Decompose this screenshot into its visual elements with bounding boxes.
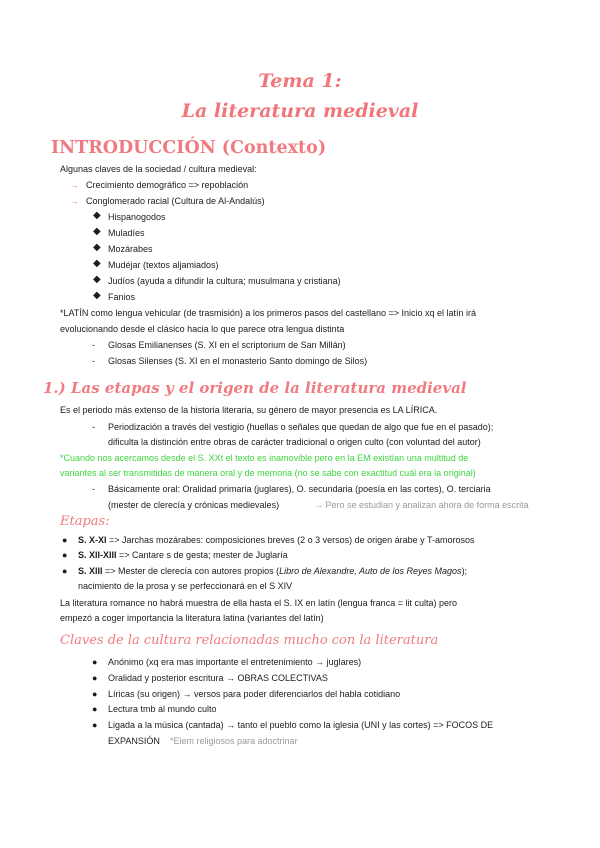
bullet-dot-icon: ● xyxy=(62,535,68,545)
clave-item: Anónimo (xq era mas importante el entretenimiento → juglares) xyxy=(108,657,362,667)
glosa-item: Glosas Silenses (S. XI en el monasterio Santo domingo de Silos) xyxy=(108,356,368,366)
title-line-2: La literatura medieval xyxy=(181,100,419,122)
periodization-line-2: dificulta la distinción entre obras de carácter tradicional o origen culto (con voluntad del autor) xyxy=(108,437,481,447)
clave-item-last-line-1: Ligada a la música (cantada) → tanto el pueblo como la iglesia (UNI y las cortes) => FOCOS DE xyxy=(108,720,494,730)
arrow-icon: → xyxy=(70,180,79,190)
dash-bullet: - xyxy=(92,422,95,432)
intro-arrow-item: Conglomerado racial (Cultura de Al-Andalús) xyxy=(86,196,265,206)
romance-note-line-1: La literatura romance no habrá muestra de ella hasta el S. IX en latín (lengua franca = lit culta) pero xyxy=(60,598,457,608)
clave-item-last-line-2: EXPANSIÓN xyxy=(108,736,160,746)
claves-heading: Claves de la cultura relacionadas mucho con la literatura xyxy=(60,633,439,648)
intro-heading: INTRODUCCIÓN (Contexto) xyxy=(51,138,327,158)
diamond-bullet-icon: ◆ xyxy=(93,258,101,269)
latin-note-line-2: evolucionando desde el clásico hacia lo que parece otra lengua distinta xyxy=(60,324,345,334)
etapa-item-line-2: nacimiento de la prosa y se perfeccionará en el S XIV xyxy=(78,581,293,591)
diamond-bullet-icon: ◆ xyxy=(93,242,101,253)
orality-line-2: (mester de clerecía y crónicas medievales) xyxy=(108,500,280,510)
group-item: Mozárabes xyxy=(108,244,153,254)
orality-line-1: Básicamente oral: Oralidad primaria (juglares), O. secundaria (poesía en las cortes), O. terciaria xyxy=(108,484,491,494)
bullet-dot-icon: ● xyxy=(92,657,98,667)
bullet-dot-icon: ● xyxy=(92,673,98,683)
dash-bullet: - xyxy=(92,484,95,494)
etapa-item: S. XII-XIII => Cantare s de gesta; mester de Juglaría xyxy=(78,550,288,560)
etapa-item: S. X-XI => Jarchas mozárabes: composiciones breves (2 o 3 versos) de origen árabe y T-amorosos xyxy=(78,535,475,545)
intro-lead: Algunas claves de la sociedad / cultura medieval: xyxy=(60,164,257,174)
title-line-1: Tema 1: xyxy=(258,70,342,92)
bullet-dot-icon: ● xyxy=(92,720,98,730)
group-item: Judíos (ayuda a difundir la cultura; musulmana y cristiana) xyxy=(108,276,341,286)
group-item: Mudéjar (textos aljamiados) xyxy=(108,260,219,270)
section1-lead: Es el periodo más extenso de la historia literaria, su género de mayor presencia es LA LÍRICA. xyxy=(60,405,438,415)
glosa-item: Glosas Emilianenses (S. XI en el scriptorium de San Millán) xyxy=(108,340,346,350)
clave-item: Lectura tmb al mundo culto xyxy=(108,704,217,714)
etapas-heading: Etapas: xyxy=(60,514,110,529)
latin-note-line-1: *LATÍN como lengua vehicular (de trasmisión) a los primeros pasos del castellano => Inicio xq el latín irá xyxy=(60,308,477,318)
clave-item: Líricas (su origen) → versos para poder diferenciarlos del habla cotidiano xyxy=(108,689,401,699)
green-note-line-1: *Cuando nos acercamos desde el S. XXt el texto es inamovible pero en la EM existían una multitud de xyxy=(60,453,469,463)
group-item: Hispanogodos xyxy=(108,212,166,222)
intro-arrow-item: Crecimiento demográfico => repoblación xyxy=(86,180,249,190)
dash-bullet: - xyxy=(92,340,95,350)
arrow-icon: → xyxy=(70,196,79,206)
bullet-dot-icon: ● xyxy=(62,566,68,576)
diamond-bullet-icon: ◆ xyxy=(93,226,101,237)
diamond-bullet-icon: ◆ xyxy=(93,210,101,221)
diamond-bullet-icon: ◆ xyxy=(93,274,101,285)
section1-heading: 1.) Las etapas y el origen de la literatura medieval xyxy=(43,379,467,397)
bullet-dot-icon: ● xyxy=(92,689,98,699)
green-note-line-2: variantes al ser transmitidas de manera oral y de memoria (no se sabe con exactitud cuál era la original) xyxy=(60,468,476,478)
bullet-dot-icon: ● xyxy=(92,704,98,714)
orality-note: → Pero se estudian y analizan ahora de forma escrita xyxy=(314,500,529,510)
clave-note: *Elem religiosos para adoctrinar xyxy=(170,736,298,746)
group-item: Fanios xyxy=(108,292,136,302)
bullet-dot-icon: ● xyxy=(62,550,68,560)
periodization-line-1: Periodización a través del vestigio (huellas o señales que quedan de algo que fue en el pasado); xyxy=(108,422,494,432)
group-item: Muladíes xyxy=(108,228,145,238)
dash-bullet: - xyxy=(92,356,95,366)
etapa-item: S. XIII => Mester de clerecía con autores propios (Libro de Alexandre, Auto de los Reyes Magos); xyxy=(78,566,468,576)
clave-item: Oralidad y posterior escritura → OBRAS COLECTIVAS xyxy=(108,673,328,683)
romance-note-line-2: empezó a coger importancia la literatura latina (variantes del latín) xyxy=(60,613,324,623)
diamond-bullet-icon: ◆ xyxy=(93,290,101,301)
